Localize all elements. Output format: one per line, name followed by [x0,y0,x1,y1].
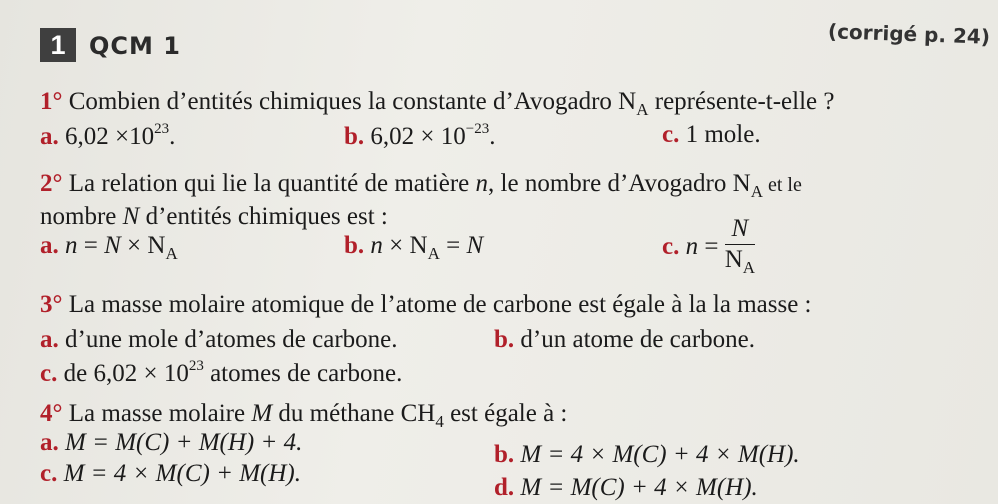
exponent: −23 [465,121,490,137]
times-NA: × N [120,232,166,259]
option-text: 6,02 ×10 [65,123,155,150]
q2-option-c [662,214,755,283]
q4-option-b [494,441,800,469]
question-text-mid: , le nombre d’Avogadro N [488,170,751,197]
question-text-mid: du méthane CH [272,400,436,427]
q1-option-c [662,121,761,149]
q3-option-b [494,326,755,354]
option-text: de [63,360,94,387]
option-text: 1 mole. [685,121,761,148]
text: d’entités chimiques est : [139,203,388,230]
subscript: A [750,182,763,201]
fraction [725,214,755,283]
subscript: A [165,244,178,263]
var-N: N [104,232,121,259]
var-N: N [122,203,140,230]
exponent: 23 [154,121,170,137]
times-NA: × N [382,232,428,259]
option-label: b. [494,441,515,468]
question-4 [40,400,567,432]
exercise-header [0,19,998,62]
option-text-end: . [169,123,176,150]
option-expression: M = 4 × M(C) + M(H). [63,460,301,487]
option-label: c. [40,460,58,487]
var-N: N [466,232,484,259]
subscript: 4 [435,412,444,431]
option-text-end: . [489,123,496,150]
option-label: a. [40,326,59,353]
option-expression: M = M(C) + 4 × M(H). [520,474,758,501]
question-text: Combien d’entités chimiques la constante d’Avogadro N [68,88,637,115]
option-expression: M = M(C) + M(H) + 4. [65,429,303,456]
question-text: La masse molaire atomique de l’atome de carbone est égale à la la masse : [68,291,812,318]
equals: = [698,233,725,261]
exponent: 23 [188,358,204,374]
q3-option-c [40,358,402,388]
fraction-numerator: N [725,214,755,245]
var-n: n [685,233,699,261]
question-2 [40,170,802,202]
q3-option-a [40,326,398,354]
exercise-number-badge: 1 [40,28,76,62]
q1-option-a [40,121,175,151]
fraction-denominator [725,245,755,283]
question-text-end: et le [762,174,802,196]
question-text: La relation qui lie la quantité de matière [68,170,476,197]
var-M: M [251,400,273,427]
correction-reference: (corrigé p. 24) [827,19,991,49]
denominator-N: N [724,246,743,273]
question-number: 3° [40,291,63,318]
question-text-end: représente-t-elle ? [648,88,835,115]
question-number: 2° [40,170,63,197]
option-label: a. [40,123,59,150]
q2-option-b [344,232,483,264]
q4-option-a [40,429,302,457]
option-text: 6,02 × 10 [370,123,466,150]
q4-option-c [40,460,301,488]
subscript: A [636,100,649,119]
question-number: 4° [40,400,63,427]
question-number: 1° [40,88,63,115]
option-text: d’un atome de carbone. [520,326,756,353]
var-n: n [65,232,78,259]
equals: = [77,232,105,259]
option-label: d. [494,474,515,501]
option-label: a. [40,232,59,259]
option-text: d’une mole d’atomes de carbone. [65,326,398,353]
question-text: La masse molaire [68,400,252,427]
equals: = [439,232,467,259]
text: nombre [40,203,123,230]
q2-option-a [40,232,178,264]
question-2-line-2 [40,203,388,231]
question-3 [40,291,812,319]
var-n: n [475,170,489,197]
option-label: a. [40,429,59,456]
subscript: A [742,258,756,277]
option-label: b. [344,232,365,259]
q1-option-b [344,121,495,151]
var-n: n [370,232,383,259]
option-label: b. [344,123,365,150]
option-label: c. [40,360,58,387]
option-label: c. [662,121,680,148]
option-expression: M = 4 × M(C) + 4 × M(H). [520,441,800,468]
q4-option-d [494,474,758,502]
option-label: c. [662,233,680,261]
question-1 [40,88,835,120]
option-label: b. [494,326,515,353]
option-text-end: atomes de carbone. [203,360,403,387]
option-number: 6,02 × 10 [93,360,189,387]
subscript: A [427,244,440,263]
exercise-title: QCM 1 [89,32,181,60]
question-text-end: est égale à : [443,400,568,427]
